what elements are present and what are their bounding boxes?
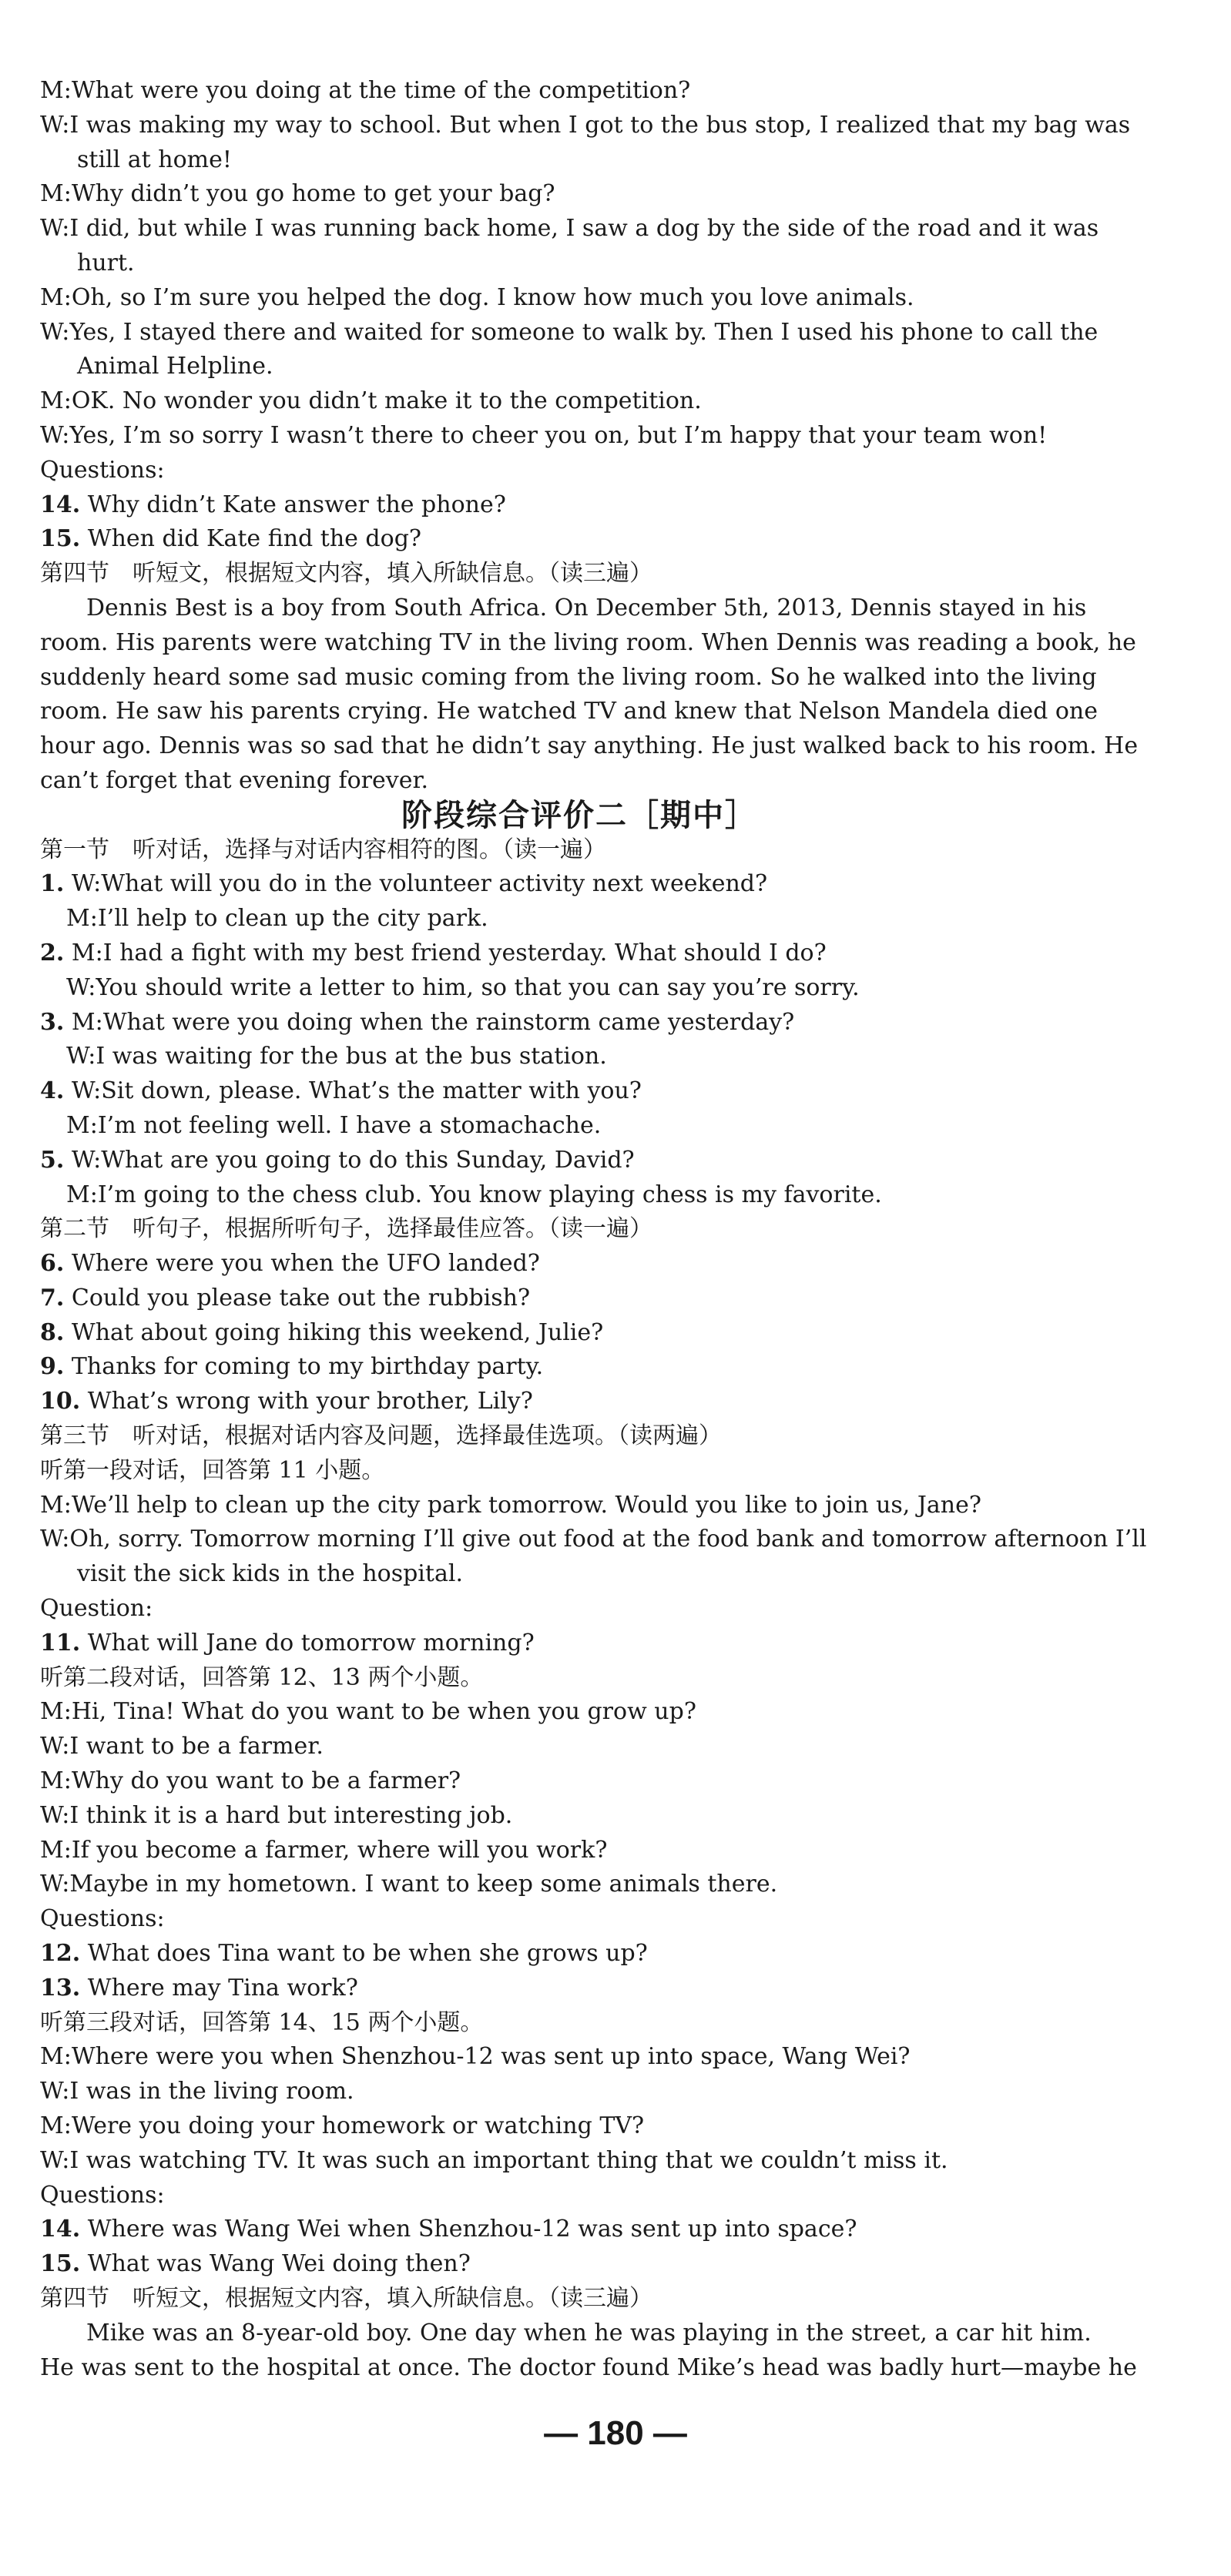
passage-mike: [40, 2316, 1137, 2386]
question-item: 14. Why didn’t Kate answer the phone?: [40, 491, 506, 518]
dialogue-line: M:If you become a farmer, where will you work?: [40, 1836, 608, 1864]
questions-label: Questions:: [40, 2181, 165, 2209]
dialogue-intro: 听第三段对话，回答第 14、15 两个小题。: [40, 2008, 484, 2036]
question-item: 7. Could you please take out the rubbish?: [40, 1284, 531, 1311]
dialogue-line: 1. W:What will you do in the volunteer activity next weekend?: [40, 870, 768, 898]
section-heading: 第一节 听对话，选择与对话内容相符的图。（读一遍）: [40, 836, 606, 863]
part1-item: [40, 1074, 1119, 1144]
dialogue-line: W:I was in the living room.: [40, 2078, 354, 2105]
dialogue-kate: [40, 74, 1131, 454]
page-content: [40, 74, 1147, 2385]
dialogue-line: W:I want to be a farmer.: [40, 1733, 324, 1760]
page-number: — 180 —: [544, 2414, 687, 2452]
dialogue-line: W:I was waiting for the bus at the bus station.: [66, 1043, 607, 1070]
dialogue-line: 4. W:Sit down, please. What’s the matter with you?: [40, 1077, 642, 1105]
question-item: 8. What about going hiking this weekend, Julie?: [40, 1318, 604, 1346]
dialogue-line: W:Maybe in my hometown. I want to keep some animals there.: [40, 1871, 778, 1898]
question-item: 15. What was Wang Wei doing then?: [40, 2250, 471, 2278]
questions-label: Questions:: [40, 1905, 165, 1933]
questions-label: Questions:: [40, 456, 165, 484]
dialogue-line: M:What were you doing at the time of the competition?: [40, 77, 691, 104]
passage-line: hour ago. Dennis was so sad that he didn’t say anything. He just walked back to his room. He: [40, 732, 1139, 760]
part1-item: [40, 936, 1119, 1006]
dialogue-line: W:You should write a letter to him, so that you can say you’re sorry.: [66, 973, 860, 1001]
dialogue-line: 2. M:I had a fight with my best friend yesterday. What should I do?: [40, 939, 827, 966]
dialogue-intro: 听第一段对话，回答第 11 小题。: [40, 1456, 385, 1484]
dialogue-line: W:I was making my way to school. But when I got to the bus stop, I realized that my bag was: [40, 111, 1131, 139]
passage-line: Dennis Best is a boy from South Africa. On December 5th, 2013, Dennis stayed in his: [86, 594, 1087, 621]
dialogue-intro: 听第二段对话，回答第 12、13 两个小题。: [40, 1663, 484, 1691]
dialogue-line-cont: Animal Helpline.: [77, 353, 273, 380]
passage-line: can’t forget that evening forever.: [40, 766, 429, 794]
dialogue-line: M:Hi, Tina! What do you want to be when you grow up?: [40, 1698, 696, 1726]
dialogue-line: M:I’m going to the chess club. You know playing chess is my favorite.: [66, 1181, 882, 1208]
questions-label: Question:: [40, 1595, 153, 1623]
page-title: 阶段综合评价二［期中］: [401, 796, 757, 833]
dialogue-line: M:I’m not feeling well. I have a stomachache.: [66, 1111, 602, 1139]
question-item: 12. What does Tina want to be when she grows up?: [40, 1940, 648, 1968]
dialogue-line-cont: still at home!: [77, 146, 232, 173]
dialogue-line: W:Yes, I’m so sorry I wasn’t there to cheer you on, but I’m happy that your team won!: [40, 421, 1048, 449]
dialogue-line-cont: hurt.: [77, 249, 135, 276]
part1-item: [40, 1144, 1119, 1213]
section-heading: 第四节 听短文，根据短文内容，填入所缺信息。（读三遍）: [40, 2285, 652, 2312]
question-item: 6. Where were you when the UFO landed?: [40, 1250, 540, 1278]
dialogue-line: M:Were you doing your homework or watching TV?: [40, 2112, 645, 2140]
section-heading: 第四节 听短文，根据短文内容，填入所缺信息。（读三遍）: [40, 560, 652, 588]
dialogue-line-cont: visit the sick kids in the hospital.: [77, 1560, 463, 1588]
passage-line: room. His parents were watching TV in the living room. When Dennis was reading a book, he: [40, 628, 1136, 656]
question-item: 13. Where may Tina work?: [40, 1974, 358, 2002]
question-item: 15. When did Kate find the dog?: [40, 525, 421, 553]
dialogue-line: M:Oh, so I’m sure you helped the dog. I know how much you love animals.: [40, 283, 914, 311]
question-item: 9. Thanks for coming to my birthday party.: [40, 1353, 544, 1381]
part1-item: [40, 867, 1119, 936]
question-item: 14. Where was Wang Wei when Shenzhou-12 was sent up into space?: [40, 2216, 857, 2243]
section-heading: 第二节 听句子，根据所听句子，选择最佳应答。（读一遍）: [40, 1215, 652, 1243]
dialogue-line: W:I think it is a hard but interesting job.: [40, 1801, 513, 1829]
dialogue-line: 5. W:What are you going to do this Sunday, David?: [40, 1146, 635, 1174]
passage-line: Mike was an 8-year-old boy. One day when he was playing in the street, a car hit him.: [86, 2319, 1092, 2347]
dialogue-line: W:I was watching TV. It was such an important thing that we couldn’t miss it.: [40, 2146, 948, 2174]
passage-line: He was sent to the hospital at once. The doctor found Mike’s head was badly hurt—maybe he: [40, 2353, 1137, 2381]
dialogue-line: M:I’ll help to clean up the city park.: [66, 905, 488, 933]
dialogue-line: M:OK. No wonder you didn’t make it to the competition.: [40, 387, 702, 415]
passage-line: room. He saw his parents crying. He watched TV and knew that Nelson Mandela died one: [40, 698, 1098, 725]
question-item: 10. What’s wrong with your brother, Lily?: [40, 1388, 533, 1415]
question-item: 11. What will Jane do tomorrow morning?: [40, 1629, 535, 1656]
dialogue-line: 3. M:What were you doing when the rainstorm came yesterday?: [40, 1008, 795, 1036]
section-heading: 第三节 听对话，根据对话内容及问题，选择最佳选项。（读两遍）: [40, 1422, 722, 1450]
passage-dennis: [40, 591, 1139, 799]
dialogue-line: W:Yes, I stayed there and waited for someone to walk by. Then I used his phone to call the: [40, 318, 1099, 346]
dialogue-line: M:Where were you when Shenzhou-12 was sent up into space, Wang Wei?: [40, 2043, 911, 2071]
dialogue-line: M:Why didn’t you go home to get your bag?: [40, 180, 555, 208]
dialogue-line: W:I did, but while I was running back home, I saw a dog by the side of the road and it was: [40, 215, 1099, 243]
dialogue-line: W:Oh, sorry. Tomorrow morning I’ll give out food at the food bank and tomorrow afternoon I’ll: [40, 1526, 1147, 1553]
part1-item: [40, 1006, 1119, 1075]
dialogue-line: M:Why do you want to be a farmer?: [40, 1767, 461, 1795]
dialogue-line: M:We’ll help to clean up the city park tomorrow. Would you like to join us, Jane?: [40, 1491, 981, 1519]
passage-line: suddenly heard some sad music coming from the living room. So he walked into the living: [40, 663, 1097, 691]
